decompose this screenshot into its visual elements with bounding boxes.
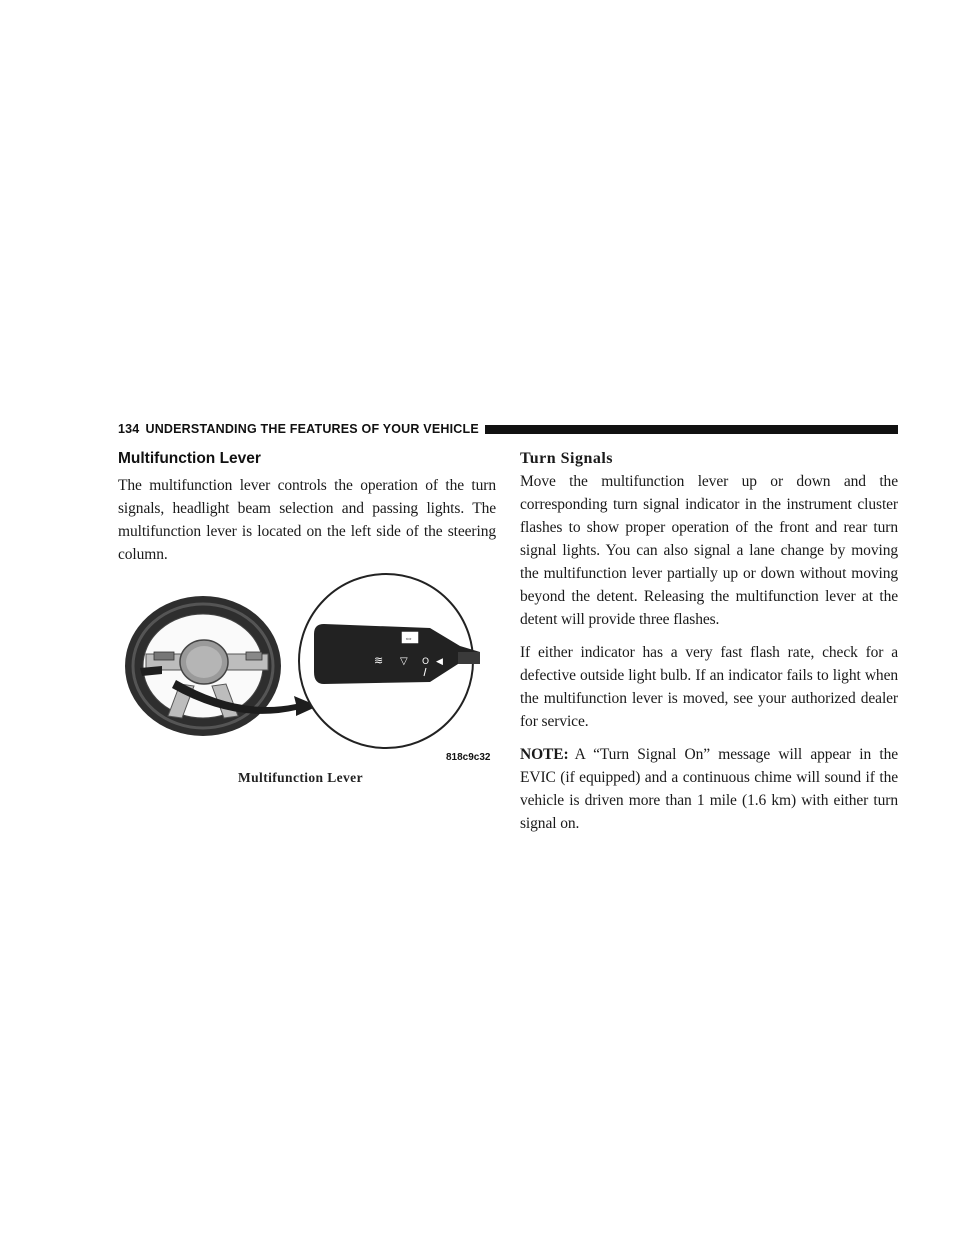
intro-paragraph: The multifunction lever controls the operation of the turn signals, headlight beam selection and passing lights. The multifunction lever is located on the left side of the steering column. [118,477,496,563]
page-number: 134 [118,422,140,436]
right-column [520,450,898,845]
subsection-heading: Turn Signals [520,450,614,467]
svg-text:O: O [422,657,430,667]
section-title: UNDERSTANDING THE FEATURES OF YOUR VEHICLE [145,422,479,436]
multifunction-lever-illustration [118,566,496,791]
figure-caption: Multifunction Lever [238,770,363,785]
note-text: A “Turn Signal On” message will appear in the EVIC (if equipped) and a continuous chime will sound if the vehicle is driven more than 1 mile (1.6 km) with either turn signal on. [520,746,898,832]
turn-signals-paragraph: Move the multifunction lever up or down and the corresponding turn signal indicator in the instrument cluster flashes to show proper operation of the front and rear turn signal lights. You can also signal a lane change by moving the multifunction lever partially up or down without moving beyond the detent. Releasing the multifunction lever at the detent will provide three flashes. [520,473,898,628]
left-column [118,450,496,576]
svg-text:◀: ◀ [436,657,443,667]
lever-closeup [299,574,480,748]
page-header [118,420,898,438]
note-paragraph [520,743,898,835]
figure-code: 818c9c32 [446,752,491,763]
svg-text:≋: ≋ [374,654,384,667]
svg-text:⇔: ⇔ [404,633,413,643]
section-heading: Multifunction Lever [118,450,261,467]
note-label: NOTE: [520,746,569,763]
steering-wheel-drawing [125,596,281,736]
svg-text:▽: ▽ [400,656,408,667]
figure [118,566,496,791]
flash-rate-paragraph: If either indicator has a very fast flash rate, check for a defective outside light bulb. If an indicator fails to light when the multifunction lever is moved, see your authorized dealer for service. [520,644,898,730]
header-rule [485,425,898,434]
